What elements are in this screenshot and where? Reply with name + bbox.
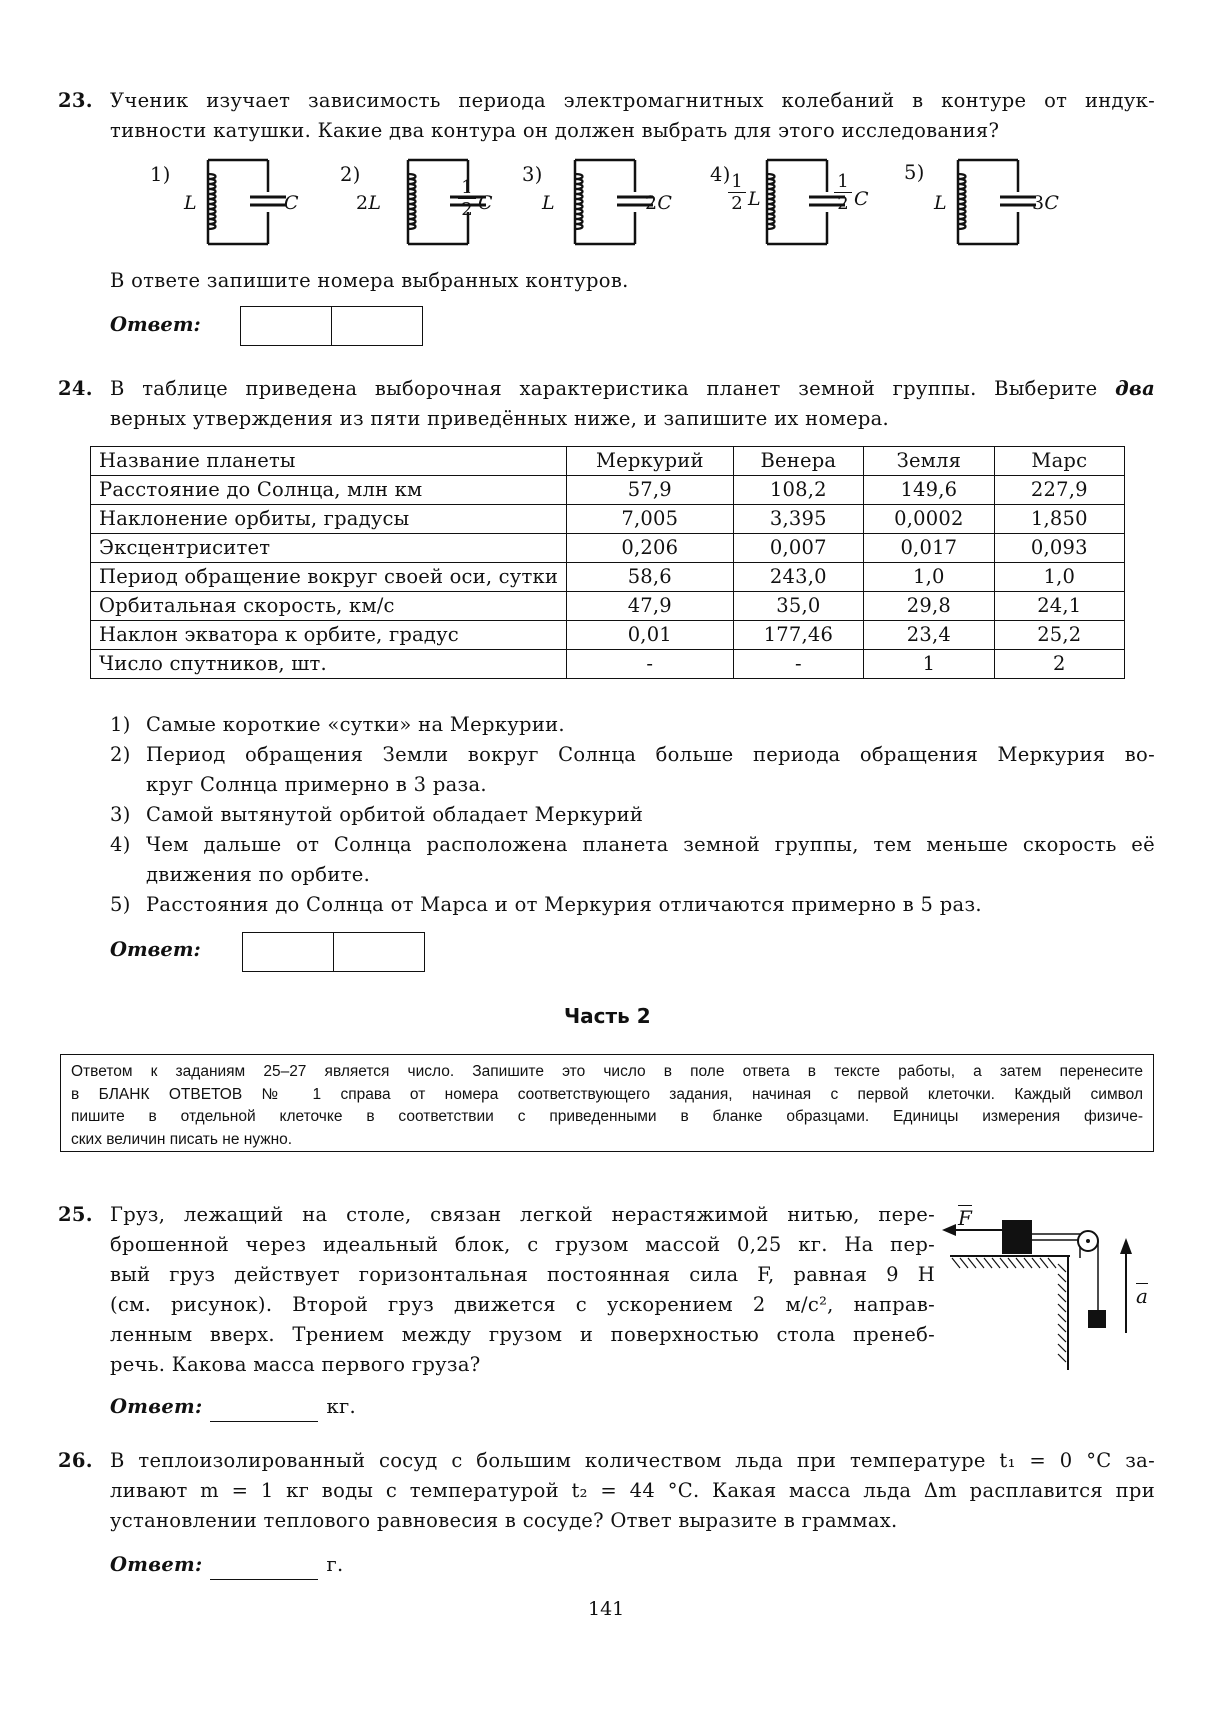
circuit-2-capacitance [458,178,476,221]
question-number: 26. [58,1449,93,1472]
part-2-title: Часть 2 [564,1004,651,1028]
text-line: Ученик изучает зависимость периода электромагнитных колебаний в контуре от индук- [110,89,1155,112]
circuit-2-index: 2) [340,163,361,186]
row-label-cell: Орбитальная скорость, км/с [91,592,567,621]
q24-answer-label: Ответ: [110,938,201,961]
circuit-4 [757,160,845,244]
fraction-denominator: 2 [731,193,743,214]
text-line: брошенной через идеальный блок, с грузом массой 0,25 кг. На пер- [110,1233,935,1256]
table-cell: 1 [864,650,994,679]
table-cell: Венера [733,447,864,476]
capacitance-symbol: C [1044,192,1060,214]
statement-line: Самой вытянутой орбитой обладает Меркурий [146,803,644,826]
coef: 2 [645,192,658,214]
table-cell: 1,850 [994,505,1124,534]
circuit-2-inductance [356,188,381,218]
inductance-symbol: L [184,192,197,214]
statement-line: движения по орбите. [146,863,371,886]
part-2-instructions [60,1054,1154,1152]
text-line: вый груз действует горизонтальная постоянная сила F, равная 9 Н [110,1263,935,1286]
page-number: 141 [588,1598,625,1620]
q25-answer [110,1392,356,1422]
text-line: тивности катушки. Какие два контура он должен выбрать для этого исследования? [110,119,1000,142]
table-cell: 35,0 [733,592,864,621]
question-24 [58,374,1158,434]
q25-answer-field[interactable] [210,1401,318,1422]
q23-answer-label: Ответ: [110,313,201,336]
question-number: 24. [58,377,93,400]
table-cell: 243,0 [733,563,864,592]
text-line: установлении теплового равновесия в сосуде? Ответ выразите в граммах. [110,1509,898,1532]
table-cell: 29,8 [864,592,994,621]
circuit-3 [565,160,653,244]
emphasis: два [1115,377,1156,400]
fraction-denominator: 2 [837,193,849,214]
q24-answer-box[interactable] [242,932,425,972]
table-header-row [91,447,1125,476]
table-row [91,650,1125,679]
circuit-4-index: 4) [710,163,731,186]
q23-answer-box[interactable] [240,306,423,346]
table-cell: 24,1 [994,592,1124,621]
table-cell: - [733,650,864,679]
statement-line: Чем дальше от Солнца расположена планета земной группы, тем меньше скорость её [146,833,1155,856]
answer-cell[interactable] [332,307,422,345]
statement-item [110,830,1155,890]
statements-list [110,710,1155,920]
statement-number: 3) [110,803,131,826]
fraction-denominator: 2 [461,199,473,220]
circuit-5-inductance: L [934,192,947,214]
info-line: пишите в отдельной клеточке в соответствии с приведенными в бланке образцами. Единицы измерения физиче- [71,1108,1143,1125]
row-label-cell: Наклон экватора к орбите, градус [91,621,567,650]
text-line: В теплоизолированный сосуд с большим количеством льда при температуре t₁ = 0 °С за- [110,1449,1155,1472]
q25-answer-label: Ответ: [110,1395,203,1418]
circuit-1-capacitance [284,188,299,218]
table-cell: 0,206 [567,534,734,563]
statement-line: Период обращения Земли вокруг Солнца больше периода обращения Меркурия во- [146,743,1155,766]
table-cell: 108,2 [733,476,864,505]
table-cell: 0,0002 [864,505,994,534]
table-cell: 0,093 [994,534,1124,563]
statement-number: 5) [110,893,131,916]
statement-item [110,740,1155,800]
table-cell: 0,017 [864,534,994,563]
row-label-cell: Расстояние до Солнца, млн км [91,476,567,505]
circuit-4-inductance-fraction [728,172,746,215]
table-cell: 23,4 [864,621,994,650]
table-cell: 3,395 [733,505,864,534]
question-number: 25. [58,1203,93,1226]
statement-item [110,890,1155,920]
text-line: (см. рисунок). Второй груз движется с ускорением 2 м/с², направ- [110,1293,935,1316]
question-text [110,1200,935,1380]
table-cell: 2 [994,650,1124,679]
table-cell: 227,9 [994,476,1124,505]
circuit-5-index: 5) [904,161,925,184]
answer-cell[interactable] [243,933,334,971]
statement-item [110,800,1155,830]
fraction-numerator: 1 [728,172,746,193]
q23-instruction: В ответе запишите номера выбранных контуров. [110,269,629,292]
table-cell: 177,46 [733,621,864,650]
text-line: ливают m = 1 кг воды с температурой t₂ = 44 °С. Какая масса льда Δm расплавится при [110,1479,1155,1502]
force-label [958,1206,972,1230]
question-25 [58,1200,938,1385]
table-row [91,592,1125,621]
question-text [110,374,1155,434]
inductance-symbol: L [368,192,382,214]
row-label-cell: Эксцентриситет [91,534,567,563]
table-cell: 58,6 [567,563,734,592]
table-cell: Земля [864,447,994,476]
row-label-cell: Число спутников, шт. [91,650,567,679]
circuit-3-index: 3) [522,163,543,186]
row-label-cell: Название планеты [91,447,567,476]
q25-unit: кг. [326,1395,356,1418]
block-1 [1002,1220,1032,1254]
table-cell: Меркурий [567,447,734,476]
statement-line: Расстояния до Солнца от Марса и от Меркурия отличаются примерно в 5 раз. [146,893,982,916]
question-number: 23. [58,89,93,112]
circuit-4-capacitance-fraction [834,172,852,215]
table-row [91,621,1125,650]
planets-table [90,446,1125,679]
question-text [110,86,1155,146]
table-cell: 1,0 [994,563,1124,592]
circuit-4-c-symbol: C [854,188,869,210]
text-line [110,374,1155,404]
q26-unit: г. [326,1553,344,1576]
circuit-1 [198,160,286,244]
statement-number: 2) [110,743,131,766]
table-cell: 47,9 [567,592,734,621]
acceleration-label [1136,1284,1148,1308]
table-row [91,563,1125,592]
table-row [91,534,1125,563]
circuit-2-c-symbol: C [478,192,493,214]
fraction-numerator: 1 [834,172,852,193]
q26-answer-field[interactable] [210,1559,318,1580]
info-line: в БЛАНК ОТВЕТОВ № 1 справа от номера соответствующего задания, начиная с первой клеточки. Каждый символ [71,1085,1143,1103]
text-line: ленным вверх. Трением между грузом и поверхностью стола пренеб- [110,1323,935,1346]
text-line: верных утверждения из пяти приведённых ниже, и запишите их номера. [110,407,890,430]
table-cell: 0,01 [567,621,734,650]
answer-cell[interactable] [334,933,424,971]
row-label-cell: Период обращение вокруг своей оси, сутки [91,563,567,592]
fraction-numerator: 1 [458,178,476,199]
statement-item [110,710,1155,740]
text-line: Груз, лежащий на столе, связан легкой нерастяжимой нитью, пере- [110,1203,935,1226]
circuit-1-index: 1) [150,163,171,186]
table-cell: 1,0 [864,563,994,592]
circuit-3-inductance: L [542,192,555,214]
circuit-4-l-symbol: L [748,188,761,210]
capacitance-symbol: C [657,192,673,214]
statement-number: 1) [110,713,131,736]
table-cell: 57,9 [567,476,734,505]
pulley-figure [940,1198,1160,1378]
capacitance-symbol: C [284,192,299,214]
question-26 [58,1446,1158,1538]
info-line: ских величин писать не нужно. [71,1130,293,1148]
block-2 [1088,1310,1106,1328]
table-cell: 25,2 [994,621,1124,650]
table-cell: 149,6 [864,476,994,505]
coef: 3 [1032,192,1045,214]
circuit-5 [948,160,1036,244]
statement-line: Самые короткие «сутки» на Меркурии. [146,713,565,736]
q26-answer-label: Ответ: [110,1553,203,1576]
table-cell: 7,005 [567,505,734,534]
row-label-cell: Наклонение орбиты, градусы [91,505,567,534]
circuit-5-capacitance [1032,188,1059,218]
force-symbol: F [958,1206,972,1230]
circuit-3-capacitance [645,188,672,218]
table-row [91,505,1125,534]
statement-number: 4) [110,833,131,856]
table-cell: - [567,650,734,679]
answer-cell[interactable] [241,307,332,345]
table-cell: Марс [994,447,1124,476]
text-main: В таблице приведена выборочная характеристика планет земной группы. Выберите [110,377,1098,400]
question-text [110,1446,1155,1536]
statement-line: круг Солнца примерно в 3 раза. [146,773,487,796]
q26-answer [110,1550,343,1580]
table-cell: 0,007 [733,534,864,563]
info-line: Ответом к заданиям 25–27 является число. Запишите это число в поле ответа в тексте работы, а затем перенесите [71,1063,1143,1080]
acceleration-symbol: a [1136,1284,1148,1308]
text-line: речь. Какова масса первого груза? [110,1353,481,1376]
circuit-1-inductance [184,188,197,218]
coef: 2 [356,192,369,214]
table-row [91,476,1125,505]
